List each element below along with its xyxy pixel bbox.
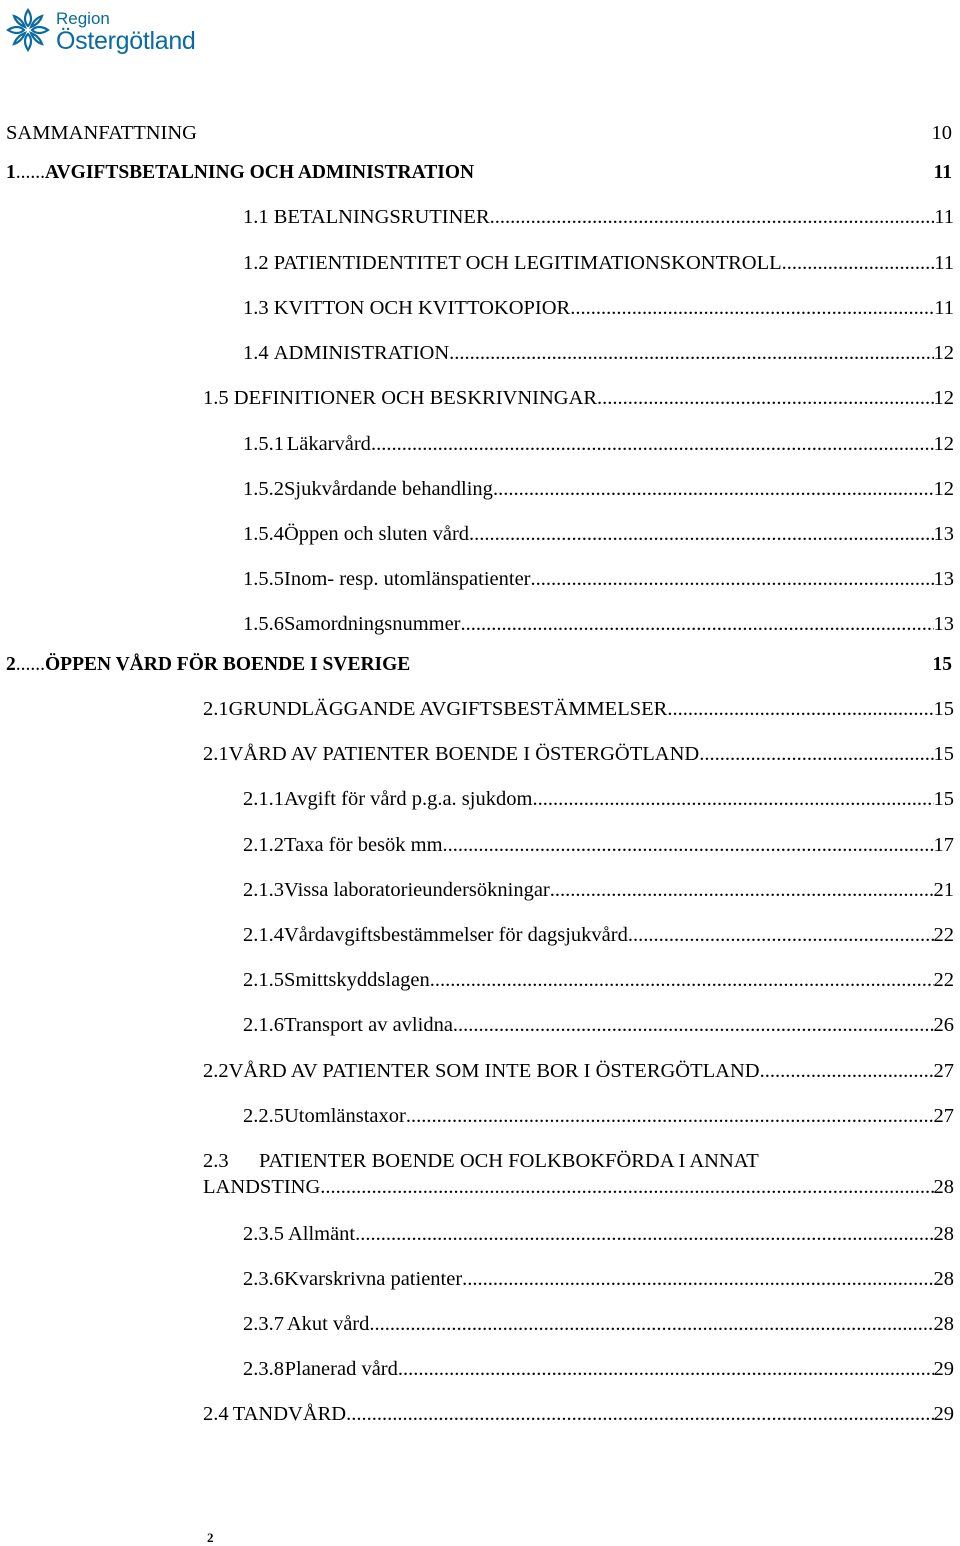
toc-entry-label: DEFINITIONER OCH BESKRIVNINGAR: [233, 387, 598, 409]
toc-entry-label: ÖPPEN VÅRD FÖR BOENDE I SVERIGE: [45, 654, 411, 675]
toc-entry-page: 21: [933, 879, 954, 901]
toc-entry-label: Avgift för vård p.g.a. sjukdom: [284, 788, 533, 810]
toc-entry-2-3-5[interactable]: [243, 1221, 954, 1247]
toc-entry-page: 22: [933, 924, 954, 946]
toc-entry-1-5-5[interactable]: [243, 566, 954, 592]
toc-leader-dots: [667, 696, 933, 722]
toc-entry-1-2[interactable]: [243, 250, 954, 276]
toc-entry-number: 2.1.2: [243, 834, 284, 856]
toc-entry-number: 1.2: [243, 252, 269, 274]
toc-entry-page: 12: [933, 478, 954, 500]
toc-leader-dots: [597, 385, 933, 411]
toc-entry-line1: [203, 1148, 954, 1174]
toc-entry-page: 11: [934, 297, 954, 319]
toc-entry-label: Öppen och sluten vård: [284, 523, 470, 545]
toc-entry-page: 27: [933, 1060, 954, 1082]
toc-entry-page: 11: [933, 162, 952, 183]
toc-entry-page: 27: [933, 1105, 954, 1127]
toc-entry-1-5-1[interactable]: [243, 431, 954, 457]
toc-entry-page: 28: [933, 1313, 954, 1335]
toc-entry-label: Läkarvård: [286, 433, 371, 455]
toc-leader-dots: [461, 611, 934, 637]
toc-leader-dots: [369, 1311, 933, 1337]
toc-entry-label: Allmänt: [287, 1223, 356, 1245]
toc-entry-page: 15: [933, 698, 954, 720]
toc-leader-dots: [760, 1058, 934, 1084]
toc-entry-label-line2: LANDSTING: [203, 1176, 321, 1198]
toc-entry-label: Inom- resp. utomlänspatienter: [284, 568, 531, 590]
toc-entry-label: SAMMANFATTNING: [6, 122, 197, 144]
toc-leader-dots: [570, 295, 934, 321]
toc-entry-page: 10: [931, 122, 952, 144]
toc-entry-2-1-grundlaggande[interactable]: [203, 696, 954, 722]
toc-entry-label: AVGIFTSBETALNING OCH ADMINISTRATION: [45, 162, 475, 183]
toc-entry-number: 2.3.5: [243, 1223, 284, 1245]
toc-entry-page: 13: [933, 568, 954, 590]
toc-entry-number: 1.3: [243, 297, 269, 319]
toc-entry-number: 1.5.2: [243, 478, 284, 500]
toc-entry-1-1[interactable]: [243, 204, 954, 230]
toc-entry-number: 1.5: [203, 387, 229, 409]
toc-entry-label: VÅRD AV PATIENTER BOENDE I ÖSTERGÖTLAND: [228, 743, 700, 765]
toc-leader-dots: ......: [15, 654, 45, 675]
toc-entry-page: 28: [933, 1176, 954, 1198]
toc-entry-number: 2.1: [203, 743, 229, 765]
toc-entry-label-line1: PATIENTER BOENDE OCH FOLKBOKFÖRDA I ANNAT: [259, 1150, 759, 1172]
toc-leader-dots: [628, 922, 934, 948]
toc-leader-dots: [493, 476, 934, 502]
toc-entry-page: 15: [933, 788, 954, 810]
toc-entry-1-5-6[interactable]: [243, 611, 954, 637]
toc-entry-label: Planerad vård: [284, 1358, 398, 1380]
toc-entry-page: 17: [933, 834, 954, 856]
toc-entry-number: 1.5.4: [243, 523, 284, 545]
logo-name-text: Östergötland: [56, 27, 196, 55]
toc-entry-2-1-vard[interactable]: [203, 741, 954, 767]
toc-entry-number: 2.3.7: [243, 1313, 284, 1335]
toc-entry-number: 2.2.5: [243, 1105, 284, 1127]
toc-entry-1-3[interactable]: [243, 295, 954, 321]
toc-entry-label: KVITTON OCH KVITTOKOPIOR: [273, 297, 571, 319]
toc-entry-2-1-4[interactable]: [243, 922, 954, 948]
toc-entry-number: 2: [6, 654, 16, 675]
toc-entry-label: TANDVÅRD: [232, 1403, 347, 1425]
toc-entry-label: Akut vård: [286, 1313, 370, 1335]
toc-entry-label: PATIENTIDENTITET OCH LEGITIMATIONSKONTROLL: [273, 252, 782, 274]
toc-entry-page: 26: [933, 1014, 954, 1036]
toc-entry-sammanfattning[interactable]: [6, 120, 952, 146]
toc-entry-1-5-4[interactable]: [243, 521, 954, 547]
toc-leader-dots: [699, 741, 933, 767]
toc-entry-page: 12: [933, 387, 954, 409]
toc-entry-label: Taxa för besök mm: [284, 834, 443, 856]
toc-entry-chapter-2[interactable]: [6, 652, 952, 678]
toc-leader-dots: [398, 1356, 934, 1382]
toc-leader-dots: [531, 566, 934, 592]
toc-entry-label: Kvarskrivna patienter: [284, 1268, 463, 1290]
toc-entry-number: 1.1: [243, 206, 269, 228]
toc-leader-dots: [490, 204, 935, 230]
toc-leader-dots: [550, 877, 934, 903]
logo-region-text: Region: [56, 9, 110, 28]
toc-entry-2-1-1[interactable]: [243, 786, 954, 812]
toc-entry-label: Samordningsnummer: [284, 613, 461, 635]
toc-entry-label: Vårdavgiftsbestämmelser för dagsjukvård: [284, 924, 628, 946]
toc-leader-dots: [371, 431, 934, 457]
toc-leader-dots: [782, 250, 935, 276]
toc-leader-dots: [406, 1103, 934, 1129]
toc-entry-number: 2.1.3: [243, 879, 284, 901]
toc-entry-label: Sjukvårdande behandling: [284, 478, 493, 500]
toc-entry-page: 12: [933, 433, 954, 455]
toc-entry-2-2-5[interactable]: [243, 1103, 954, 1129]
toc-leader-dots: [443, 832, 934, 858]
toc-entry-number: 2.2: [203, 1060, 229, 1082]
toc-leader-dots: [320, 1174, 933, 1200]
toc-entry-2-1-6[interactable]: [243, 1012, 954, 1038]
toc-entry-label: BETALNINGSRUTINER: [273, 206, 490, 228]
toc-leader-dots: ......: [15, 162, 45, 183]
toc-entry-chapter-1[interactable]: [6, 160, 952, 186]
toc-leader-dots: [532, 786, 933, 812]
toc-entry-2-2[interactable]: [203, 1058, 954, 1084]
toc-entry-page: 29: [933, 1358, 954, 1380]
toc-entry-number: 2.4: [203, 1403, 229, 1425]
toc-entry-number: 2.3.8: [243, 1358, 284, 1380]
toc-entry-line2: [203, 1174, 954, 1200]
toc-entry-label: Vissa laboratorieundersökningar: [284, 879, 550, 901]
toc-entry-1-5[interactable]: [203, 385, 954, 411]
toc-entry-2-3[interactable]: [203, 1148, 954, 1200]
toc-leader-dots: [462, 1266, 933, 1292]
toc-entry-2-3-6[interactable]: [243, 1266, 954, 1292]
toc-entry-2-1-5[interactable]: [243, 967, 954, 993]
toc-entry-page: 15: [933, 743, 954, 765]
toc-entry-page: 29: [933, 1403, 954, 1425]
toc-entry-number: 1.5.5: [243, 568, 284, 590]
toc-leader-dots: [346, 1401, 933, 1427]
toc-leader-dots: [453, 1012, 934, 1038]
toc-entry-number: 1: [6, 162, 16, 183]
toc-entry-page: 13: [933, 523, 954, 545]
toc-entry-page: 11: [934, 252, 954, 274]
toc-entry-1-5-2[interactable]: [243, 476, 954, 502]
toc-entry-page: 22: [933, 969, 954, 991]
toc-entry-number: 2.1: [203, 698, 229, 720]
toc-entry-label: Utomlänstaxor: [284, 1105, 406, 1127]
toc-leader-dots: [469, 521, 933, 547]
toc-entry-2-1-3[interactable]: [243, 877, 954, 903]
toc-leader-dots: [430, 967, 934, 993]
toc-entry-label: VÅRD AV PATIENTER SOM INTE BOR I ÖSTERGÖTLAND: [228, 1060, 760, 1082]
toc-entry-page: 28: [933, 1223, 954, 1245]
toc-entry-2-4[interactable]: [203, 1401, 954, 1427]
toc-entry-number: 1.5.1: [243, 433, 284, 455]
toc-entry-page: 28: [933, 1268, 954, 1290]
toc-entry-label: Smittskyddslagen: [284, 969, 430, 991]
toc-entry-1-4[interactable]: [243, 340, 954, 366]
toc-entry-label: GRUNDLÄGGANDE AVGIFTSBESTÄMMELSER: [228, 698, 668, 720]
toc-entry-page: 15: [932, 654, 952, 675]
toc-leader-dots: [449, 340, 933, 366]
toc-entry-number: 2.1.1: [243, 788, 284, 810]
toc-entry-number: 2.1.6: [243, 1014, 284, 1036]
toc-entry-2-3-7[interactable]: [243, 1311, 954, 1337]
toc-entry-number: 2.1.5: [243, 969, 284, 991]
toc-entry-page: 11: [934, 206, 954, 228]
toc-entry-number: 1.5.6: [243, 613, 284, 635]
page-number: 2: [207, 1530, 214, 1545]
toc-entry-label: Transport av avlidna: [284, 1014, 453, 1036]
toc-entry-page: 13: [933, 613, 954, 635]
toc-entry-2-1-2[interactable]: [243, 832, 954, 858]
toc-entry-number: 2.3: [203, 1150, 229, 1172]
toc-leader-dots: [355, 1221, 933, 1247]
toc-entry-number: 2.3.6: [243, 1268, 284, 1290]
toc-entry-2-3-8[interactable]: [243, 1356, 954, 1382]
toc-entry-number: 2.1.4: [243, 924, 284, 946]
toc-entry-page: 12: [933, 342, 954, 364]
toc-entry-number: 1.4: [243, 342, 269, 364]
toc-entry-label: ADMINISTRATION: [273, 342, 450, 364]
